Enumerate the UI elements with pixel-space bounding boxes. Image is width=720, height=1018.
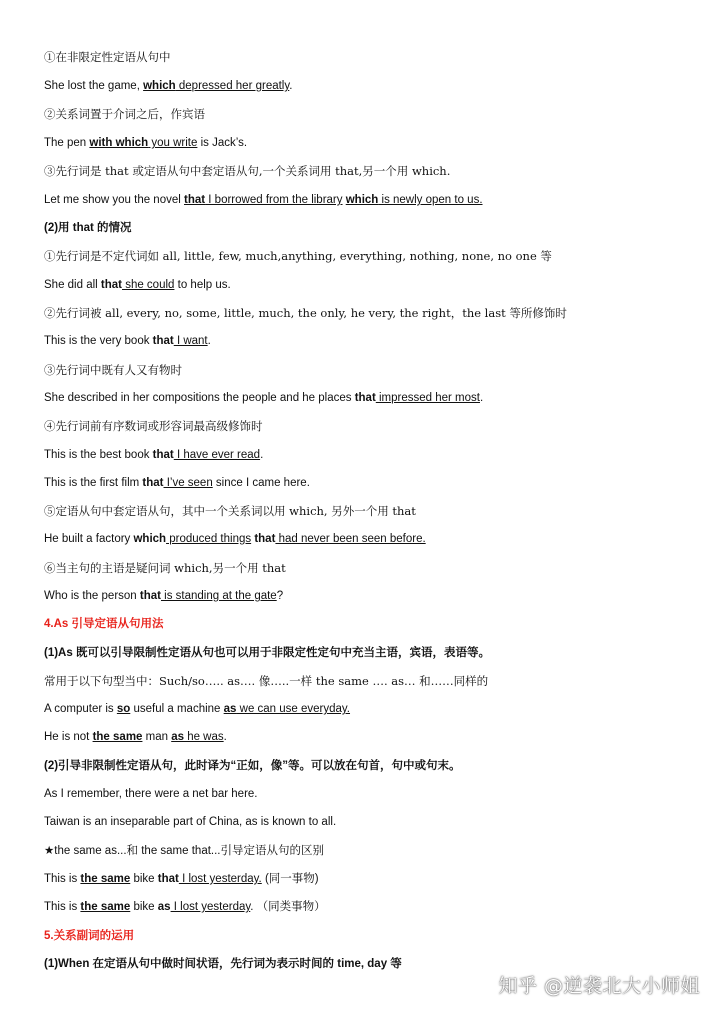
text-segment: She lost the game, xyxy=(44,80,144,92)
text-segment: . xyxy=(260,449,264,461)
text-segment: we can use everyday. xyxy=(236,703,351,715)
text-segment: since I came here. xyxy=(212,477,310,489)
text-line xyxy=(44,447,700,463)
text-line xyxy=(44,645,700,661)
text-segment: you write xyxy=(148,137,198,149)
text-segment: I want xyxy=(173,335,208,347)
text-segment: She described in her compositions the people and he places xyxy=(44,392,355,404)
text-segment: (1)When 在定语从句中做时间状语，先行词为表示时间的 time, day 等 xyxy=(44,958,402,970)
text-segment: that xyxy=(354,392,376,404)
text-segment: . xyxy=(289,80,293,92)
text-line xyxy=(44,588,700,604)
text-segment: ⑥当主句的主语是疑问词 which,另一个用 that xyxy=(44,561,286,575)
text-segment: that xyxy=(152,449,174,461)
text-line xyxy=(44,729,700,745)
text-segment: This is xyxy=(44,873,81,885)
text-line xyxy=(44,701,700,717)
text-line xyxy=(44,390,700,406)
text-segment: bike xyxy=(130,873,158,885)
text-segment: ②关系词置于介词之后，作宾语 xyxy=(44,107,205,121)
text-segment: The pen xyxy=(44,137,90,149)
text-segment: with which xyxy=(89,137,149,149)
text-line xyxy=(44,418,700,435)
text-line xyxy=(44,220,700,236)
text-segment: He built a factory xyxy=(44,533,134,545)
text-line xyxy=(44,305,700,322)
text-line xyxy=(44,560,700,577)
text-line xyxy=(44,814,700,830)
text-line xyxy=(44,956,700,972)
text-segment: that xyxy=(100,279,122,291)
text-segment: as xyxy=(223,703,237,715)
text-segment: that xyxy=(254,533,276,545)
text-segment: Who is the person xyxy=(44,590,140,602)
text-segment: I borrowed from the library xyxy=(205,194,343,206)
text-segment: produced things xyxy=(166,533,252,545)
text-line xyxy=(44,786,700,802)
text-segment: . xyxy=(223,731,227,743)
text-segment: that xyxy=(142,477,164,489)
text-segment: I lost yesterday. xyxy=(178,873,262,885)
text-segment: . xyxy=(479,392,484,404)
text-segment: . （同类事物） xyxy=(250,901,326,913)
text-segment: bike xyxy=(130,901,158,913)
text-segment: ①先行词是不定代词如 all, little, few, much,anything, everything, nothing, none, no one 等 xyxy=(44,249,552,263)
text-segment: which xyxy=(345,194,379,206)
text-line xyxy=(44,192,700,208)
text-segment: (同一事物) xyxy=(261,873,319,885)
text-line xyxy=(44,503,700,520)
text-line xyxy=(44,928,700,944)
text-segment: the same xyxy=(80,901,131,913)
text-line xyxy=(44,163,700,180)
text-segment: Let me show you the novel xyxy=(44,194,184,206)
zhihu-watermark: 知乎 @逆袭北大小师姐 xyxy=(498,975,700,997)
text-line xyxy=(44,899,700,915)
text-line xyxy=(44,673,700,690)
text-line xyxy=(44,475,700,491)
text-line xyxy=(44,843,700,859)
text-line xyxy=(44,362,700,379)
text-segment: ④先行词前有序数词或形容词最高级修饰时 xyxy=(44,419,263,433)
text-segment: is newly open to us. xyxy=(378,194,483,206)
text-segment: I lost yesterday xyxy=(170,901,251,913)
text-segment: ⑤定语从句中套定语从句，其中一个关系词以用 which, 另外一个用 that xyxy=(44,504,416,518)
text-segment: ③先行词是 that 或定语从句中套定语从句,一个关系词用 that,另一个用 which. xyxy=(44,164,451,178)
text-segment: 4.As 引导定语从句用法 xyxy=(44,618,164,630)
text-segment: that xyxy=(157,873,179,885)
text-segment: had never been seen before. xyxy=(275,533,426,545)
text-segment: ③先行词中既有人又有物时 xyxy=(44,363,182,377)
text-segment: . xyxy=(207,335,211,347)
text-segment: He is not xyxy=(44,731,93,743)
text-segment: Taiwan is an inseparable part of China, as is known to all. xyxy=(44,816,337,828)
text-segment: ②先行词被 all, every, no, some, little, much, the only, he very, the right，the last 等所修饰时 xyxy=(44,306,567,320)
text-segment: impressed her most xyxy=(375,392,480,404)
text-segment: that xyxy=(139,590,161,602)
text-segment: as xyxy=(171,731,184,743)
text-segment: she could xyxy=(122,279,175,291)
text-segment: he was xyxy=(184,731,224,743)
text-segment: I have ever read xyxy=(173,449,261,461)
text-line xyxy=(44,248,700,265)
text-segment: is Jack’s. xyxy=(197,137,248,149)
text-segment: This is xyxy=(44,901,81,913)
text-segment: that xyxy=(152,335,174,347)
text-line xyxy=(44,135,700,151)
text-segment: as xyxy=(157,901,171,913)
text-segment: so xyxy=(116,703,131,715)
text-segment: This is the best book xyxy=(44,449,153,461)
text-segment: ? xyxy=(276,590,284,602)
text-segment: (1)As 既可以引导限制性定语从句也可以用于非限定性定句中充当主语，宾语，表语等。 xyxy=(44,647,490,659)
text-segment: useful a machine xyxy=(130,703,224,715)
text-line xyxy=(44,531,700,547)
text-segment: that xyxy=(184,194,206,206)
text-line xyxy=(44,49,700,66)
text-segment: the same xyxy=(92,731,143,743)
text-segment: the same xyxy=(80,873,131,885)
text-segment: which xyxy=(133,533,167,545)
text-segment: As I remember, there were a net bar here. xyxy=(44,788,258,800)
text-segment: A computer is xyxy=(44,703,117,715)
text-segment: ①在非限定性定语从句中 xyxy=(44,50,171,64)
text-line xyxy=(44,871,700,887)
text-segment: 常用于以下句型当中：Such/so….. as…. 像…..一样 the same …. as… 和……同样的 xyxy=(44,674,489,688)
text-line xyxy=(44,277,700,293)
text-line xyxy=(44,616,700,632)
text-segment: She did all xyxy=(44,279,101,291)
text-segment: This is the first film xyxy=(44,477,143,489)
text-segment: to help us. xyxy=(174,279,231,291)
text-segment: (2)引导非限制性定语从句，此时译为“正如，像”等。可以放在句首，句中或句末。 xyxy=(44,760,461,772)
text-segment: 5.关系副词的运用 xyxy=(44,930,135,942)
text-line xyxy=(44,758,700,774)
text-segment: is standing at the gate xyxy=(160,590,277,602)
text-segment: which xyxy=(143,80,176,92)
text-segment: I’ve seen xyxy=(163,477,213,489)
text-segment: depressed her greatly xyxy=(175,80,290,92)
text-segment: (2)用 that 的情况 xyxy=(44,222,132,234)
text-line xyxy=(44,333,700,349)
text-segment: This is the very book xyxy=(44,335,153,347)
text-line xyxy=(44,78,700,94)
text-segment: man xyxy=(142,731,172,743)
text-line xyxy=(44,106,700,123)
text-segment: ★the same as...和 the same that...引导定语从句的区别 xyxy=(44,845,324,857)
